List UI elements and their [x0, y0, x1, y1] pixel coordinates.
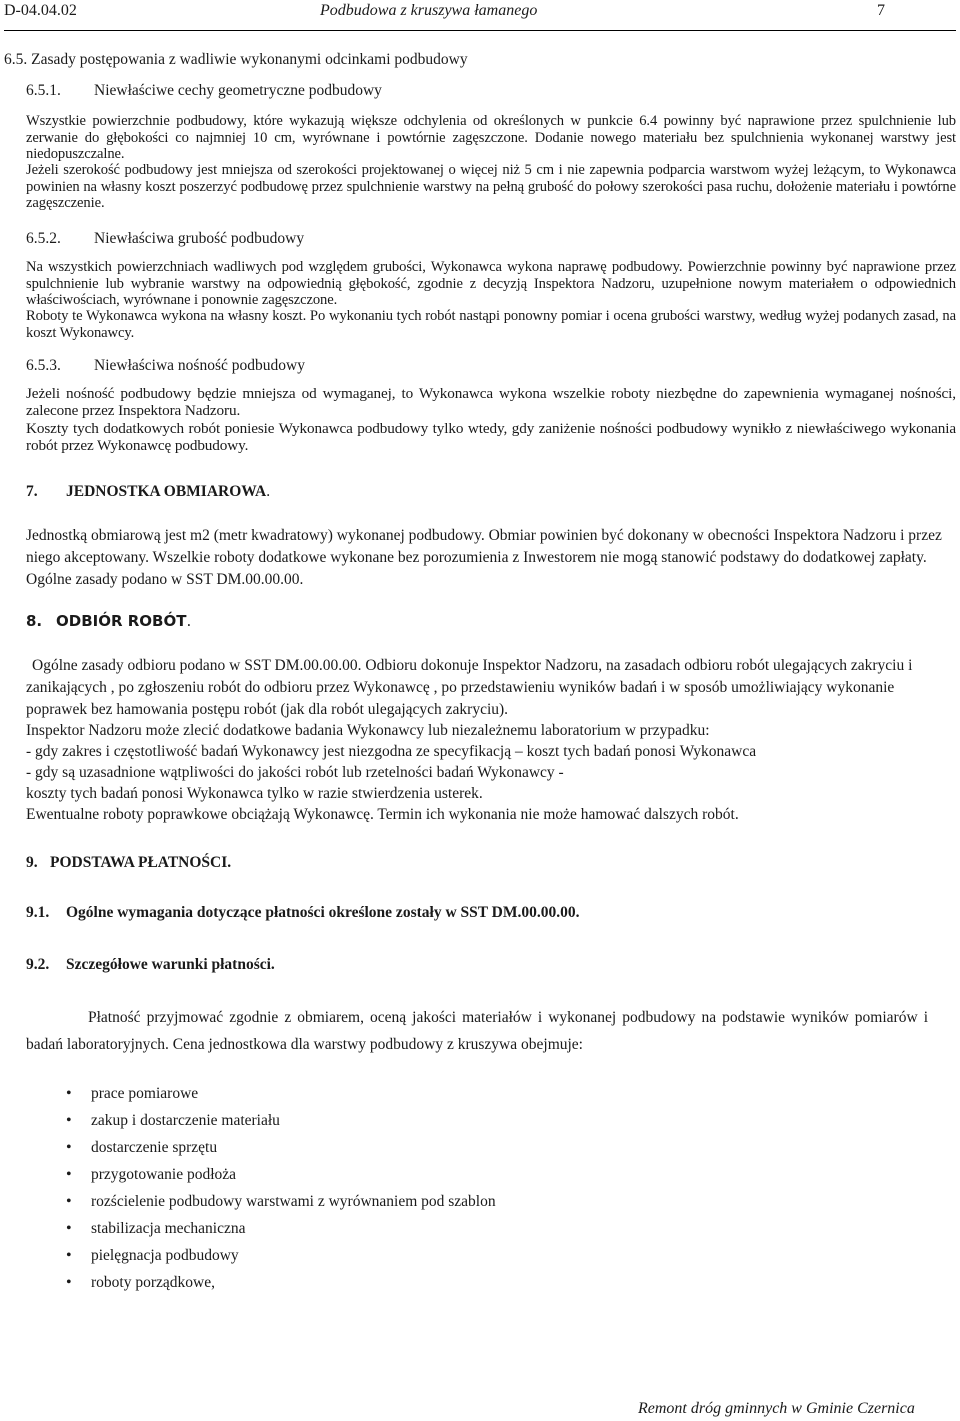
cost-items-list	[66, 1080, 496, 1296]
paragraph: - gdy są uzasadnione wątpliwości do jakości robót lub rzetelności badań Wykonawcy -	[26, 764, 564, 781]
spec-title: Podbudowa z kruszywa łamanego	[320, 2, 538, 19]
list-item: • roboty porządkowe,	[66, 1269, 496, 1296]
section-number: 7.	[26, 483, 38, 500]
paragraph: Na wszystkich powierzchniach wadliwych pod względem grubości, Wykonawca wykona naprawę podbudowy. Powierzchnie powinny być naprawione przez spulchnienie lub wybranie warstwy na odpowiednią głębokość, zgodnie z decyzją Inspektora Nadzoru, uzupełnione nowym materiałem o odpowiednich właściwościach, wyrównane i ponownie zagęszczone.	[26, 259, 956, 308]
section-title-dot: .	[186, 612, 192, 630]
section-heading-9-2	[26, 956, 275, 974]
section-number: 9.	[26, 854, 38, 871]
section-heading-8	[26, 612, 191, 630]
page-header	[0, 0, 960, 34]
section-title: Zasady postępowania z wadliwie wykonanymi odcinkami podbudowy	[31, 51, 468, 68]
section-heading-6-5	[4, 51, 468, 69]
section-title: Niewłaściwe cechy geometryczne podbudowy	[94, 82, 382, 99]
section-heading-9	[26, 854, 231, 872]
section-title: Niewłaściwa nośność podbudowy	[94, 357, 305, 374]
paragraph: koszty tych badań ponosi Wykonawca tylko w razie stwierdzenia usterek.	[26, 785, 483, 802]
paragraph: Ogólne zasady odbioru podano w SST DM.00.00.00. Odbioru dokonuje Inspektor Nadzoru, na zasadach odbioru robót ulegających zakryciu i zanikających , po zgłoszeniu robót do odbioru przez Wykonawcę , po przedstawieniu wyników badań i w sposób umożliwiający wykonanie poprawek bez hamowania postępu robót (jak dla robót ulegających zakryciu).	[26, 657, 913, 718]
section-number: 8.	[26, 612, 43, 630]
section-title: Niewłaściwa grubość podbudowy	[94, 230, 305, 247]
paragraph: Jeżeli nośność podbudowy będzie mniejsza od wymaganej, to Wykonawca wykona wszelkie roboty niezbędne do zapewnienia wymaganej nośności, zalecone przez Inspektora Nadzoru.	[26, 385, 956, 419]
spec-code: D-04.04.02	[4, 2, 77, 19]
list-item: • prace pomiarowe	[66, 1080, 496, 1107]
list-item: • stabilizacja mechaniczna	[66, 1215, 496, 1242]
section-number: 6.5.3.	[26, 357, 61, 374]
page-footer: Remont dróg gminnych w Gminie Czernica	[638, 1400, 915, 1417]
section-title: Ogólne wymagania dotyczące płatności określone zostały w SST DM.00.00.00.	[66, 904, 580, 921]
paragraph: Ewentualne roboty poprawkowe obciążają Wykonawcę. Termin ich wykonania nie może hamować dalszych robót.	[26, 806, 739, 823]
section-title-dot: .	[266, 483, 271, 500]
paragraph: Jednostką obmiarową jest m2 (metr kwadratowy) wykonanej podbudowy. Obmiar powinien być dokonany w obecności Inspektora Nadzoru i przez niego akceptowany. Wszelkie roboty dodatkowe wykonane bez porozumienia z Inwestorem nie mogą stanowić podstawy do dodatkowej zapłaty. Ogólne zasady podano w SST DM.00.00.00.	[26, 527, 942, 588]
list-item: • przygotowanie podłoża	[66, 1161, 496, 1188]
section-number: 6.5.	[4, 51, 28, 68]
section-heading-6-5-2	[26, 230, 304, 248]
paragraph: Płatność przyjmować zgodnie z obmiarem, oceną jakości materiałów i wykonanej podbudowy na podstawie wyników pomiarów i badań laboratoryjnych. Cena jednostkowa dla warstwy podbudowy z kruszywa obejmuje:	[26, 1009, 928, 1053]
paragraph: Roboty te Wykonawca wykona na własny koszt. Po wykonaniu tych robót nastąpi ponowny pomiar i ocena grubości warstwy, według wyżej podanych zasad, na koszt Wykonawcy.	[26, 308, 956, 341]
section-number: 6.5.1.	[26, 82, 61, 99]
section-title: Szczegółowe warunki płatności.	[66, 956, 275, 973]
section-number: 9.1.	[26, 904, 50, 921]
list-item: • zakup i dostarczenie materiału	[66, 1107, 496, 1134]
section-heading-7	[26, 483, 270, 501]
paragraph: Koszty tych dodatkowych robót poniesie Wykonawca podbudowy tylko wtedy, gdy zaniżenie nośności podbudowy wynikło z niewłaściwego wykonania robót przez Wykonawcę podbudowy.	[26, 420, 956, 454]
section-heading-9-1	[26, 904, 580, 922]
paragraph: Wszystkie powierzchnie podbudowy, które wykazują większe odchylenia od określonych w punkcie 6.4 powinny być naprawione przez spulchnienie lub zerwanie do głębokości co najmniej 10 cm, wyrównane i powtórnie zagęszczone. Dodanie nowego materiału bez spulchnienia wykonanej warstwy jest niedopuszczalne.	[26, 113, 956, 162]
page-number: 7	[877, 2, 885, 19]
list-item: • pielęgnacja podbudowy	[66, 1242, 496, 1269]
section-number: 9.2.	[26, 956, 50, 973]
list-item: • rozścielenie podbudowy warstwami z wyrównaniem pod szablon	[66, 1188, 496, 1215]
section-title: JEDNOSTKA OBMIAROWA	[66, 483, 267, 500]
section-heading-6-5-1	[26, 82, 382, 100]
section-heading-6-5-3	[26, 357, 305, 375]
list-item: • dostarczenie sprzętu	[66, 1134, 496, 1161]
paragraph: Inspektor Nadzoru może zlecić dodatkowe badania Wykonawcy lub niezależnemu laboratorium w przypadku:	[26, 722, 710, 739]
section-title: PODSTAWA PŁATNOŚCI.	[50, 854, 232, 871]
paragraph: Jeżeli szerokość podbudowy jest mniejsza od szerokości projektowanej o więcej niż 5 cm i nie zapewnia podparcia warstwom wyżej leżącym, to Wykonawca powinien na własny koszt poszerzyć podbudowę przez spulchnienie warstwy na pełną grubość do połowy szerokości pasa ruchu, dołożenie materiału i powtórne zagęszczenie.	[26, 162, 956, 211]
section-title: ODBIÓR ROBÓT	[56, 612, 187, 630]
header-rule	[4, 30, 956, 31]
section-number: 6.5.2.	[26, 230, 61, 247]
paragraph: - gdy zakres i częstotliwość badań Wykonawcy jest niezgodna ze specyfikacją – koszt tych badań ponosi Wykonawca	[26, 743, 757, 760]
